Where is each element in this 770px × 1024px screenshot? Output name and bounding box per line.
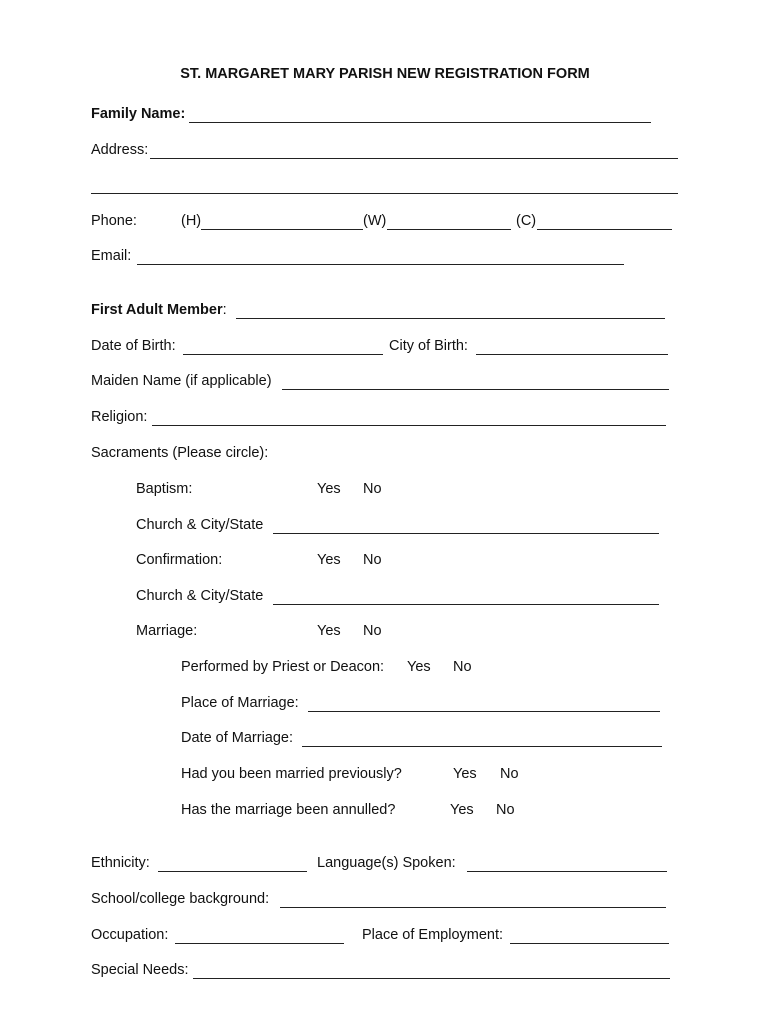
performed-by-label: Performed by Priest or Deacon: (181, 659, 385, 675)
baptism-label: Baptism: (136, 481, 193, 497)
place-of-marriage-field[interactable] (308, 695, 660, 712)
baptism-church-label: Church & City/State (136, 517, 264, 533)
marriage-yes-option[interactable]: Yes (317, 623, 341, 639)
sacraments-label: Sacraments (Please circle): (91, 445, 269, 461)
first-adult-member-label (91, 302, 227, 318)
school-background-label: School/college background: (91, 891, 270, 907)
phone-home-field[interactable] (201, 213, 363, 230)
ethnicity-label: Ethnicity: (91, 855, 150, 871)
languages-field[interactable] (467, 855, 667, 872)
annulled-yes-option[interactable]: Yes (450, 802, 474, 818)
performed-by-no-option[interactable]: No (453, 659, 472, 675)
occupation-label: Occupation: (91, 927, 169, 943)
place-of-marriage-label: Place of Marriage: (181, 695, 299, 711)
family-name-field[interactable] (189, 106, 651, 123)
languages-label: Language(s) Spoken: (317, 855, 456, 871)
phone-cell-field[interactable] (537, 213, 672, 230)
place-of-employment-field[interactable] (510, 927, 669, 944)
address-field[interactable] (150, 142, 678, 159)
religion-field[interactable] (152, 409, 666, 426)
confirmation-church-label: Church & City/State (136, 588, 264, 604)
baptism-no-option[interactable]: No (363, 481, 382, 497)
date-of-marriage-field[interactable] (302, 730, 662, 747)
confirmation-yes-option[interactable]: Yes (317, 552, 341, 568)
occupation-field[interactable] (175, 927, 344, 944)
annulled-no-option[interactable]: No (496, 802, 515, 818)
date-of-marriage-label: Date of Marriage: (181, 730, 294, 746)
email-field[interactable] (137, 248, 624, 265)
married-previously-no-option[interactable]: No (500, 766, 519, 782)
form-title: ST. MARGARET MARY PARISH NEW REGISTRATION FORM (180, 66, 590, 82)
first-adult-member-field[interactable] (236, 302, 665, 319)
date-of-birth-field[interactable] (183, 338, 383, 355)
place-of-employment-label: Place of Employment: (362, 927, 504, 943)
special-needs-label: Special Needs: (91, 962, 189, 978)
baptism-church-field[interactable] (273, 517, 659, 534)
email-label: Email: (91, 248, 132, 264)
phone-label: Phone: (91, 213, 137, 229)
married-previously-label: Had you been married previously? (181, 766, 402, 782)
performed-by-yes-option[interactable]: Yes (407, 659, 431, 675)
married-previously-yes-option[interactable]: Yes (453, 766, 477, 782)
ethnicity-field[interactable] (158, 855, 307, 872)
phone-work-field[interactable] (387, 213, 511, 230)
baptism-yes-option[interactable]: Yes (317, 481, 341, 497)
city-of-birth-label: City of Birth: (389, 338, 468, 354)
family-name-label: Family Name: (91, 106, 186, 122)
phone-work-label: (W) (363, 213, 387, 229)
confirmation-church-field[interactable] (273, 588, 659, 605)
address-field-line-2[interactable] (91, 177, 678, 194)
school-background-field[interactable] (280, 891, 666, 908)
address-label: Address: (91, 142, 149, 158)
maiden-name-label: Maiden Name (if applicable) (91, 373, 272, 389)
marriage-label: Marriage: (136, 623, 198, 639)
first-adult-member-colon: : (222, 302, 227, 318)
phone-home-label: (H) (181, 213, 202, 229)
phone-cell-label: (C) (516, 213, 537, 229)
maiden-name-field[interactable] (282, 373, 669, 390)
first-adult-member-label-text: First Adult Member (91, 302, 223, 318)
confirmation-label: Confirmation: (136, 552, 223, 568)
special-needs-field[interactable] (193, 962, 670, 979)
religion-label: Religion: (91, 409, 148, 425)
confirmation-no-option[interactable]: No (363, 552, 382, 568)
city-of-birth-field[interactable] (476, 338, 668, 355)
annulled-label: Has the marriage been annulled? (181, 802, 396, 818)
marriage-no-option[interactable]: No (363, 623, 382, 639)
date-of-birth-label: Date of Birth: (91, 338, 176, 354)
